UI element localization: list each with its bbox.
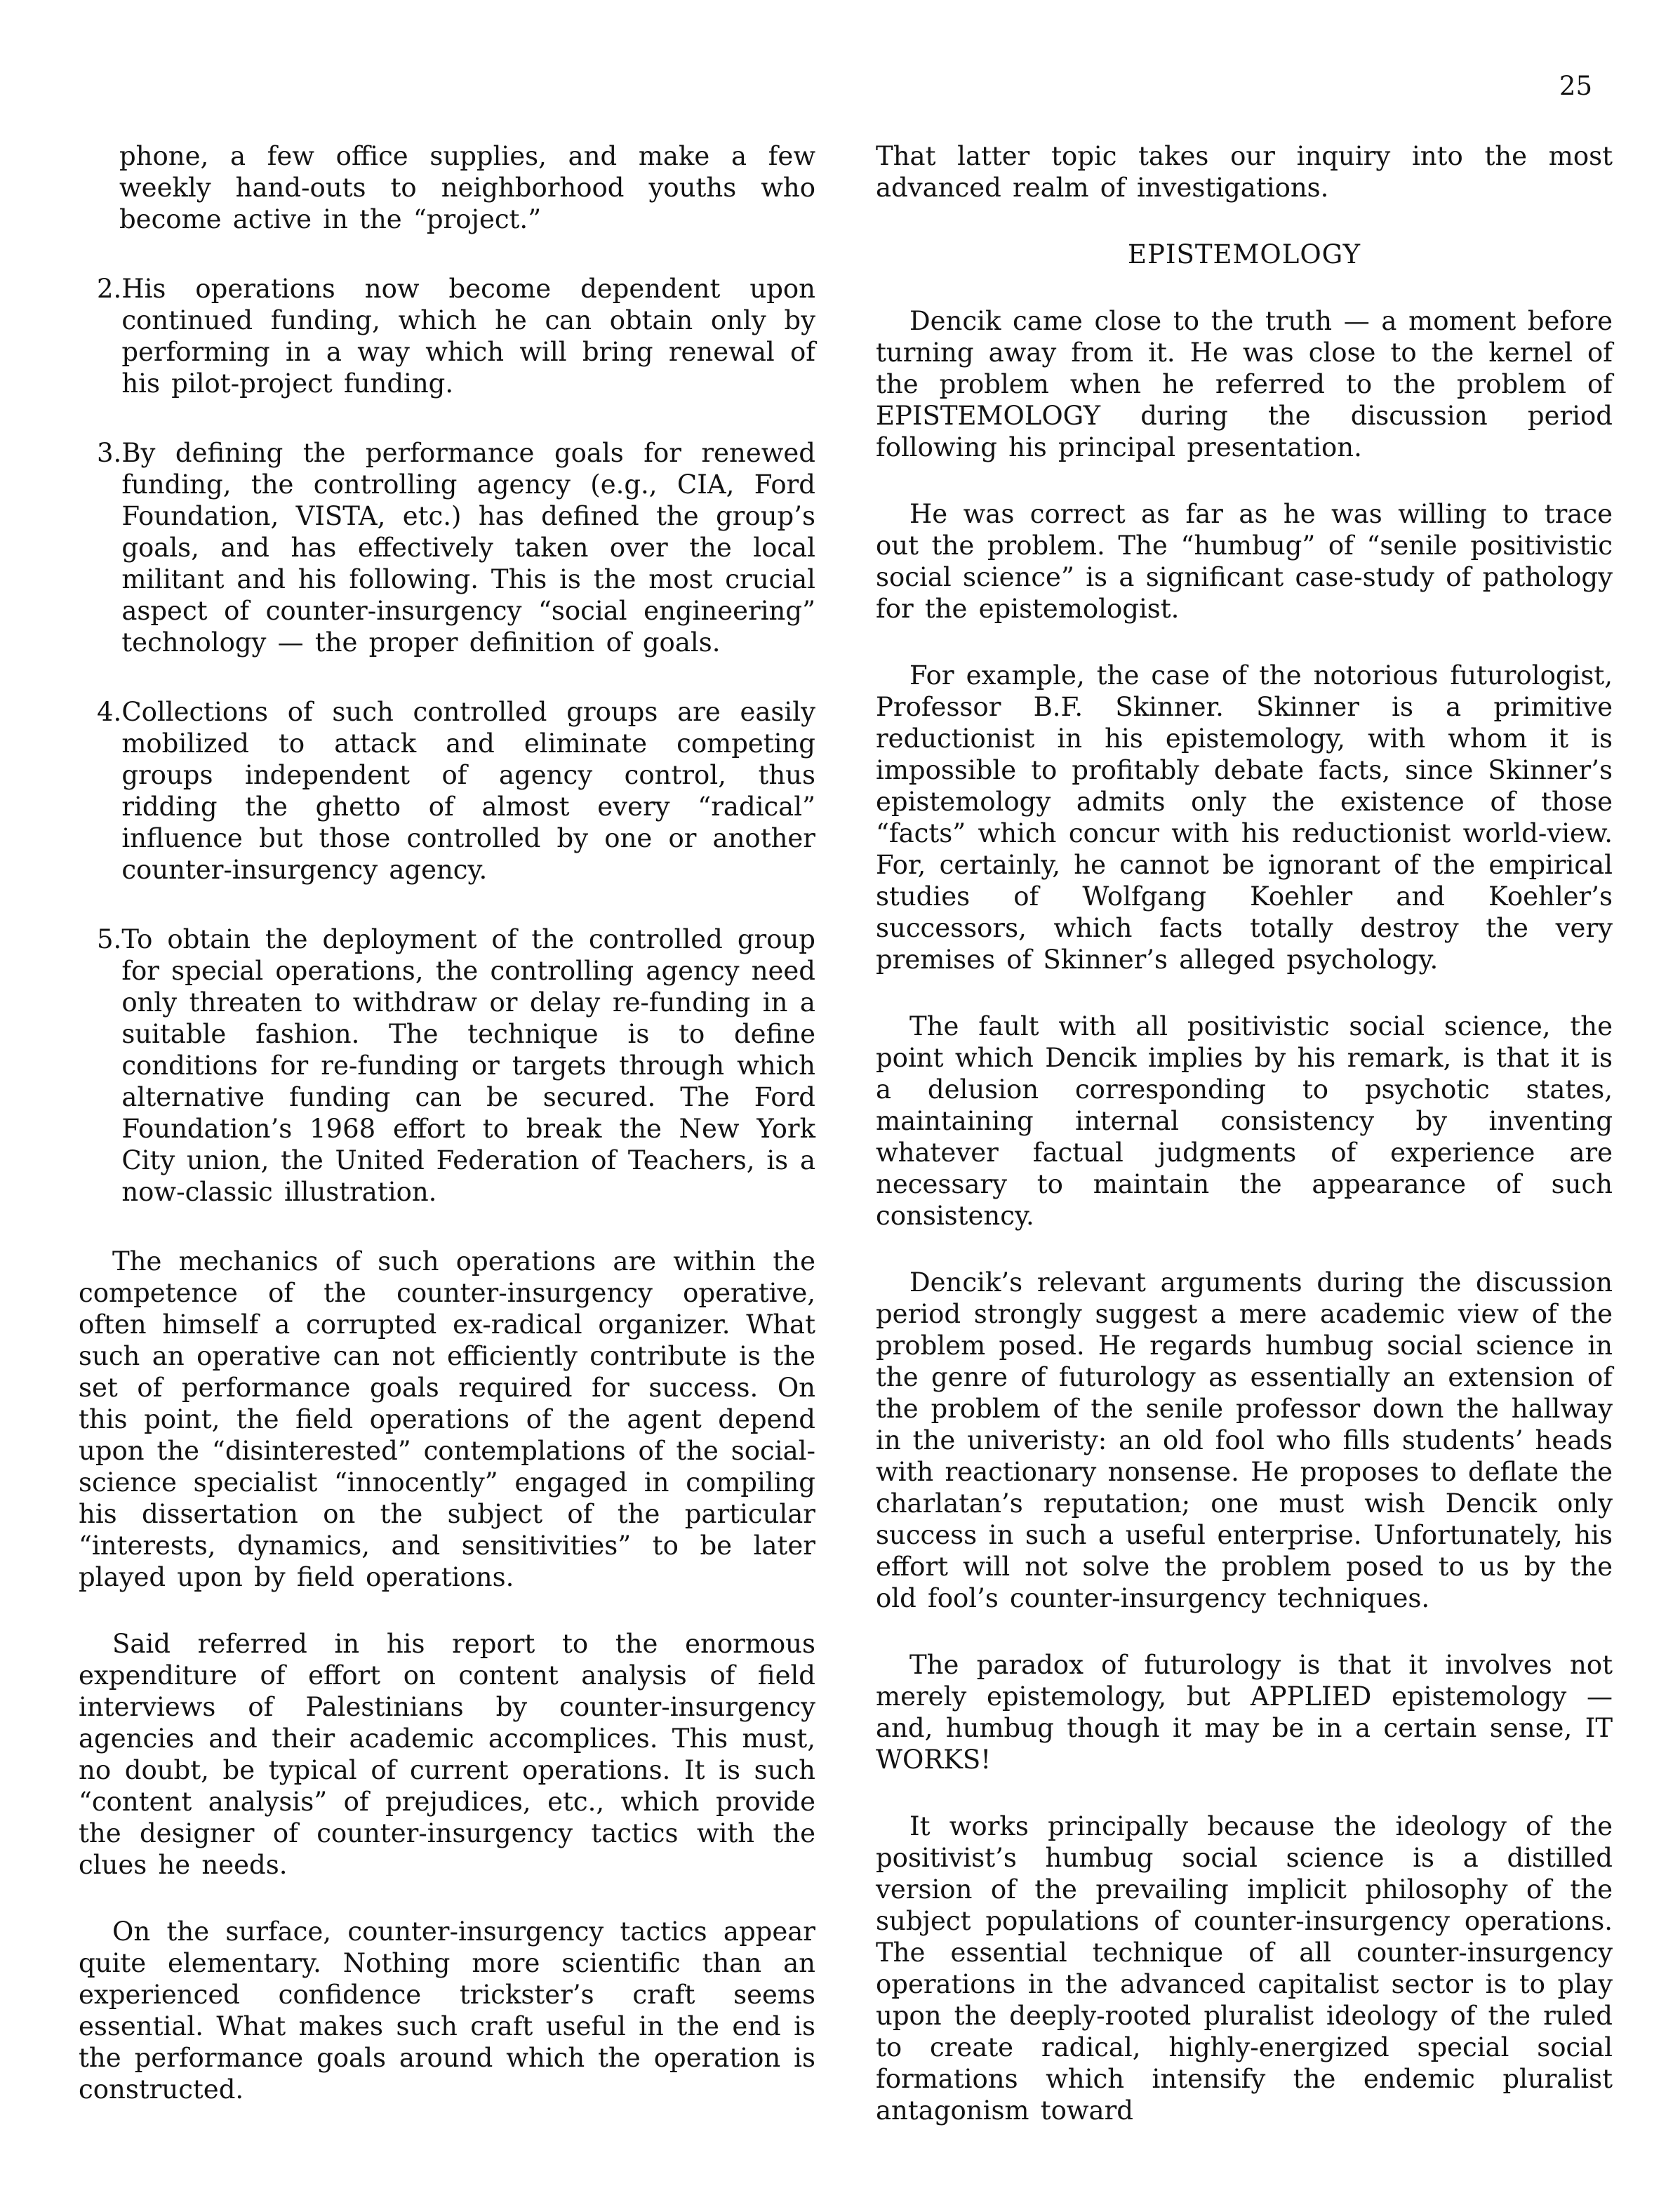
- paragraph: The paradox of futurology is that it involves not merely epistemology, but APPLIED epistemology — and, humbug though it may be in a certain sense, IT WORKS!: [876, 1650, 1613, 1775]
- right-column: [876, 140, 1613, 2161]
- paragraph: The mechanics of such operations are within the competence of the counter-insurgency operative, often himself a corrupted ex-radical organizer. What such an operative can not efficiently contribute is the set of performance goals required for success. On this point, the field operations of the agent depend upon the “disinterested” contemplations of the social-science specialist “innocently” engaged in compiling his dissertation on the subject of the particular “interests, dynamics, and sensitivities” to be later played upon by field operations.: [79, 1246, 815, 1592]
- paragraph: On the surface, counter-insurgency tactics appear quite elementary. Nothing more scientific than an experienced confidence trickster’s craft seems essential. What makes such craft useful in the end is the performance goals around which the operation is constructed.: [79, 1916, 815, 2105]
- list-item-text: phone, a few office supplies, and make a few weekly hand-outs to neighborhood youths who become active in the “project.”: [119, 141, 815, 234]
- paragraph: Dencik’s relevant arguments during the discussion period strongly suggest a mere academic view of the problem posed. He regards humbug social science in the genre of futurology as essentially an extension of the problem of the senile professor down the hallway in the univeristy: an old fool who fills students’ heads with reactionary nonsense. He proposes to deflate the charlatan’s reputation; one must wish Dencik only success in such a useful enterprise. Unfortunately, his effort will not solve the problem posed to us by the old fool’s counter-insurgency techniques.: [876, 1267, 1613, 1613]
- list-item: [79, 140, 815, 235]
- two-column-layout: [79, 140, 1613, 2161]
- list-item-number: 4.: [97, 697, 122, 727]
- list-item-number: [79, 140, 119, 235]
- section-heading: EPISTEMOLOGY: [1127, 239, 1361, 269]
- list-item: [79, 696, 815, 886]
- list-item-number: 3.: [97, 438, 122, 468]
- list-item-text: Collections of such controlled groups are easily mobilized to attack and eliminate competing groups independent of agency control, thus ridding the ghetto of almost every “radical” influence but those controlled by one or another counter-insurgency agency.: [121, 697, 815, 885]
- left-column: [79, 140, 815, 2161]
- continuation-paragraph: That latter topic takes our inquiry into the most advanced realm of investigations.: [876, 141, 1613, 203]
- paragraph: For example, the case of the notorious futurologist, Professor B.F. Skinner. Skinner is a primitive reductionist in his epistemology, with whom it is impossible to profitably debate facts, since Skinner’s epistemology admits only the existence of those “facts” which concur with his reductionist world-view. For, certainly, he cannot be ignorant of the empirical studies of Wolfgang Koehler and Koehler’s successors, which facts totally destroy the very premises of Skinner’s alleged psychology.: [876, 660, 1613, 975]
- list-item: [79, 437, 815, 658]
- paragraph: He was correct as far as he was willing to trace out the problem. The “humbug” of “senile positivistic social science” is a significant case-study of pathology for the epistemologist.: [876, 499, 1613, 624]
- list-item: [79, 273, 815, 399]
- list-item-text: By defining the performance goals for renewed funding, the controlling agency (e.g., CIA, Ford Foundation, VISTA, etc.) has defined the group’s goals, and has effectively taken over the local militant and his following. This is the most crucial aspect of counter-insurgency “social engineering” technology — the proper definition of goals.: [121, 438, 815, 658]
- paragraph: Dencik came close to the truth — a moment before turning away from it. He was close to the kernel of the problem when he referred to the problem of EPISTEMOLOGY during the discussion period following his principal presentation.: [876, 306, 1613, 462]
- list-item-number: 2.: [97, 274, 122, 304]
- list-item: [79, 924, 815, 1208]
- paragraph: The fault with all positivistic social science, the point which Dencik implies by his remark, is that it is a delusion corresponding to psychotic states, maintaining internal consistency by inventing whatever factual judgments of experience are necessary to maintain the appearance of such consistency.: [876, 1011, 1613, 1231]
- list-item-text: To obtain the deployment of the controlled group for special operations, the controlling agency need only threaten to withdraw or delay re-funding in a suitable fashion. The technique is to define conditions for re-funding or targets through which alternative funding can be secured. The Ford Foundation’s 1968 effort to break the New York City union, the United Federation of Teachers, is a now-classic illustration.: [121, 924, 815, 1207]
- paragraph: Said referred in his report to the enormous expenditure of effort on content analysis of field interviews of Palestinians by counter-insurgency agencies and their academic accomplices. This must, no doubt, be typical of current operations. It is such “content analysis” of prejudices, etc., which provide the designer of counter-insurgency tactics with the clues he needs.: [79, 1629, 815, 1880]
- list-item-number: 5.: [97, 924, 122, 954]
- list-item-text: His operations now become dependent upon continued funding, which he can obtain only by performing in a way which will bring renewal of his pilot-project funding.: [121, 274, 815, 399]
- page-number: 25: [1559, 71, 1592, 101]
- paragraph: It works principally because the ideology of the positivist’s humbug social science is a distilled version of the prevailing implicit philosophy of the subject populations of counter-insurgency operations. The essential technique of all counter-insurgency operations in the advanced capitalist sector is to play upon the deeply-rooted pluralist ideology of the ruled to create radical, highly-energized special social formations which intensify the endemic pluralist antagonism toward: [876, 1811, 1613, 2126]
